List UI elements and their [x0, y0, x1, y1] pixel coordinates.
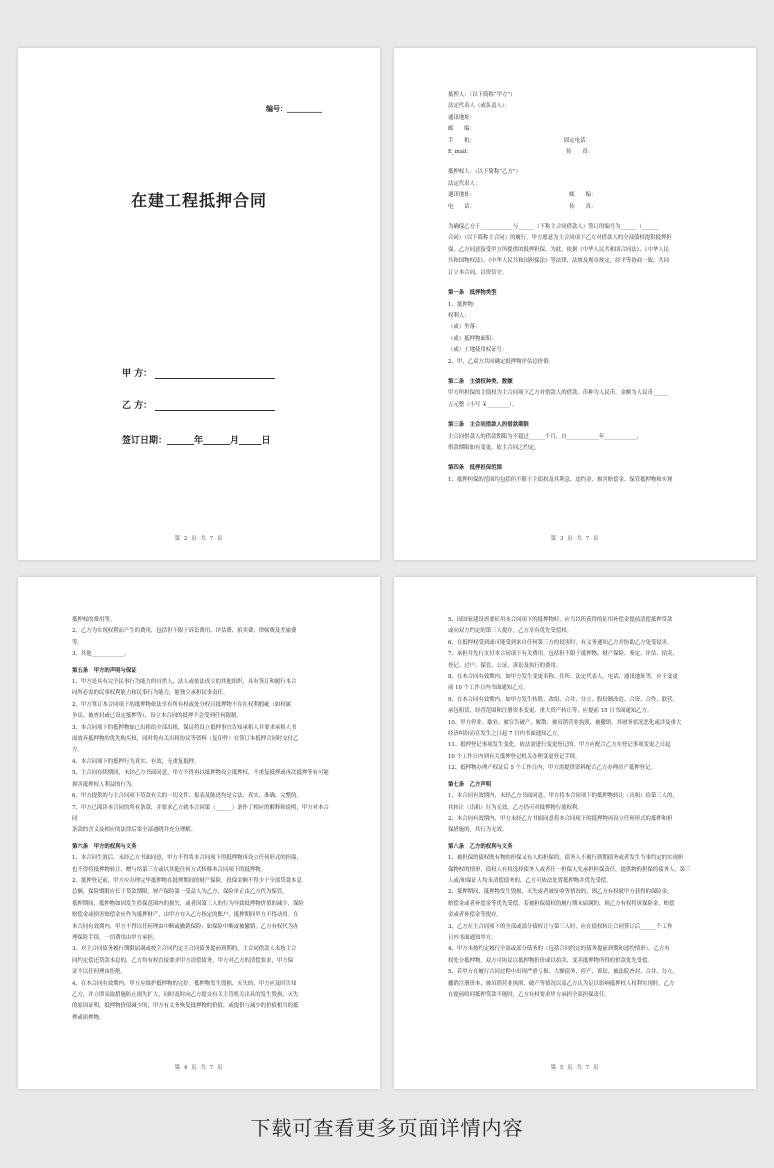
text-line: 权处分抵押物，双方可协议以抵押物折价或以拍卖、变卖抵押物所得的价款优先受偿。 — [448, 957, 653, 964]
text-line: 10 个工作日内到有关抵押登记机关办理变更登记手续。 — [448, 753, 581, 760]
text-line: 1、本合同生效后，未经乙方书面同意，甲方不得将本合同项下的抵押物再设立任何形式的担保， — [72, 855, 302, 862]
text-line: 总额，保险期限应长于贷款期限，财产保险第一受益人为乙方，保险单正由乙方代为保管。 — [72, 889, 288, 896]
text-line: 争议、被查封或已设定抵押等），设立本合同的抵押不会受到任何限制。 — [72, 713, 242, 720]
text-line: 2、乙方为实现权利而产生的费用，包括但不限于诉讼费用、评估费、拍卖费、律师费及差旅费 — [72, 628, 297, 635]
text-line: 的原因证明。抵押物价值减少的，甲方有义务恢复抵押物的价值，或提供与减少的价值相当的抵 — [72, 1003, 299, 1010]
page-footer: 第 2 页 共 7 页 — [174, 536, 224, 542]
text-line: 2、甲、乙双方共同确定抵押物评估总价值： — [448, 358, 554, 365]
text-line: 3、本合同项下的抵押物如已出租给全部出租，保证将设立抵押事宜告知承租人并要求承租人书 — [72, 724, 297, 731]
text-line: 借款期限如有变更，依主合同之约定。 — [448, 444, 540, 451]
text-line: 其转让（出租）行为无效，乙方仍可对抵押物行使权利。 — [448, 804, 583, 811]
text-line: 9、在本合同有效期内，如甲方发生转股、改组、合并、分立、股份制改造、合资、合作、联营、 — [448, 696, 678, 703]
article-3-title: 第三条 主合同借款人的借款期限 — [448, 422, 529, 429]
text-line: 1、本合同有效期内，未经乙方书面同意，甲方将本合同项下的抵押物转让（出租）给第三人的， — [448, 793, 678, 800]
page-3-body — [448, 90, 706, 486]
download-more-caption[interactable]: 下载可查看更多页面详情内容 — [250, 1116, 524, 1140]
text-line: 2、抵押期间，抵押物发生毁损、灭失或者被征收等情况的，则乙方有权就甲方获得的保险金、 — [448, 889, 673, 896]
text-line: 或向双方约定的第三人提存。乙方享有优先受偿权。 — [448, 628, 572, 635]
article-2-title: 第二条 主债权种类、数额 — [448, 378, 513, 385]
page-4-body — [72, 615, 330, 1024]
page-footer: 第 4 页 共 7 页 — [174, 1065, 224, 1071]
article-1-title: 第一条 抵押物类型 — [448, 290, 497, 297]
text-line: 承包租赁、经营范围和注册资本变更、重大资产转让等，应提前 15 日书面通知乙方。 — [448, 708, 653, 715]
page-5-body — [448, 615, 706, 1001]
text-line: 也不得将抵押物转让、赠与给第三方或以其他任何方式转移本合同项下的抵押物。 — [72, 866, 267, 873]
text-line: 2、本合同有效期内，甲方未经乙方书面同意将本合同项下的抵押物再设立任何形式的抵押和担 — [448, 815, 673, 822]
text-line: 共和国物权法》、《中华人民共和国担保法》等法律、法规及规章规定，经平等协商一致，共同 — [448, 258, 670, 265]
text-line: 证不以任何理由拒绝。 — [72, 969, 126, 976]
party-a-label: 甲 方： — [122, 369, 153, 379]
text-line: 5、因国家建设需要征用本合同项下的抵押物时，应当以所获得的征用补偿金提前清偿抵押贷款 — [448, 617, 673, 623]
article-5-title: 第五条 甲方的声明与保证 — [72, 667, 137, 674]
article-8-title: 第八条 乙方的权利与义务 — [448, 843, 513, 850]
text-line: 通讯地址： — [448, 114, 475, 121]
text-line: 本合同有效期内，甲方不得以任何理由中断或撤销保险；如保险中断或被撤销，乙方有权代为办 — [72, 923, 299, 930]
text-line: 面放弃抵押物的优先购买权，同时将有关出租协议等资料（复印件）在签订本抵押合同时交付乙 — [72, 736, 299, 743]
article-6-title: 第六条 甲方的权利与义务 — [72, 843, 137, 850]
party-b-info — [448, 167, 706, 213]
page-5 — [394, 577, 756, 1089]
text-line: 4、本合同项下的抵押行为真实、有效，无重复抵押。 — [72, 758, 200, 765]
text-line: 6、在抵押权受到或可能受到来自任何第三方的侵害时，有义务通知乙方并协助乙方免受侵害。 — [448, 639, 673, 646]
text-line: 撤销注册资本、被吊销营业执照、破产等情况以及乙方认为足以影响抵押权人权利实现时，乙方 — [448, 980, 675, 987]
page-2-cover — [18, 48, 380, 560]
text-line: 抵押人：（以下简称“甲方”） — [448, 92, 516, 98]
page-footer: 第 3 页 共 7 页 — [550, 536, 600, 542]
intro-paragraph — [448, 222, 706, 279]
text-line: 6、甲方提供的与主合同项下贷款有关的一切文件、报表及陈述均是合法、真实、准确、完整的。 — [72, 793, 302, 800]
text-line: 4、在本合同有效期内，甲方应维护抵押物的完好。抵押物发生毁损、灭失的，甲方应及时告知 — [72, 980, 297, 987]
text-line: 万元整（小写 ￥________）。 — [448, 401, 518, 408]
text-line: 保物权的情形，债权人有权选择债务人或者任一担保人先承担担保责任，提供物的担保的债务人、第三 — [448, 866, 691, 873]
text-line: 1、甲方是具有完全民事行为能力的自然人、法人或依法成立的其他组织，具有签订和履行本合 — [72, 679, 297, 686]
text-line: 同所必需的民事权利能力和民事行为能力，能独立承担民事责任。 — [72, 690, 229, 697]
text-line: 10、甲方停业、歇业、被宣告破产、解散、被吊销营业执照、被撤销，其财务状况恶化或涉及重大 — [448, 719, 682, 726]
party-b-label: 乙 方： — [122, 401, 153, 411]
text-line: 在提前收回抵押贷款不能时，乙方有权要求甲方承担全部担保责任。 — [448, 992, 610, 998]
text-line: 押或质押物。 — [72, 1014, 105, 1021]
text-line: 前 10 个工作日内书面通知乙方。 — [448, 685, 529, 692]
text-line: 金或者补偿金等提存。 — [448, 912, 502, 919]
contract-number-label: 编号：__________ — [266, 104, 322, 113]
article-7-title: 第七条 乙方声明 — [448, 781, 492, 788]
text-line: 1、抵押物： — [448, 301, 479, 308]
text-line: （或）坐落： — [448, 324, 481, 331]
text-line: 主合同借款人的借款期限为不超过______个月，自____________年____________， — [448, 433, 643, 440]
text-line: 2、抵押登记前，甲方应办理完毕抵押物在抵押期间的财产保险，投保金额不得少于全部贷款本息 — [72, 877, 302, 884]
text-line: 通讯地址： 邮 编： — [448, 192, 597, 199]
text-line: 赔偿金或者补偿金等优先受偿。若被担保债权的履行期未届满的，则乙方有权将该保险金、赔偿 — [448, 900, 675, 907]
text-line: 3、乙方在主合同项下的全部或部分债权让与第三人时，应在债权转让合同签订后______个工作 — [448, 923, 673, 930]
text-line: 5、若甲方在履行合同过程中出现严重亏损、大额债务、停产、诉讼、被法院查封、合并、分立、 — [448, 969, 678, 976]
text-line: 乙方，并立即采取措施防止损失扩大，同时及时向乙方提交有关主管机关出具的发生毁损、灭失 — [72, 992, 299, 998]
text-line: 5、主合同存续期间，未经乙方书面同意，甲方不得再以抵押物设立抵押权，不重复抵押或再次抵押等有可能 — [72, 770, 329, 777]
text-line: 1、被担保的债权既有物的担保又有人的担保的，债务人不履行到期债务或者发生当事约定的实现担 — [448, 855, 684, 862]
party-a-info — [448, 90, 706, 158]
text-line: 法定代表人： — [448, 180, 481, 187]
text-line: 7、甲方已阅读本合同的所有条款，并要求乙方就本合同第（______）条作了相应的解释和说明，甲方对本合同 — [72, 804, 329, 822]
text-line: E_mail： 传 真： — [448, 149, 594, 156]
page-4 — [18, 577, 380, 1089]
text-line: 等。 — [72, 639, 83, 646]
document-title: 在建工程抵押合同 — [130, 191, 267, 210]
text-line: 4、甲方未按约定履行全部或部分债务的（包括合同约定的债务提前到期和违约情形），乙方有 — [448, 946, 670, 953]
text-line: 2、甲方签订本合同项下的抵押物依法享有所有权或处分权且抵押物不存在权利瑕疵（如权属 — [72, 701, 292, 708]
party-a-blank — [155, 378, 275, 379]
party-b-blank — [155, 410, 275, 411]
text-line: 抵押权人：（以下简称“乙方”） — [448, 169, 521, 176]
text-line: 法定代表人（或负责人）： — [448, 103, 510, 110]
article-4-title: 第四条 抵押担保范围 — [448, 465, 502, 472]
text-line: 经济纠纷而在发生之日起 7 日内书面通知乙方。 — [448, 731, 563, 738]
text-line: 同约定偿还贷款本息的，乙方均有权直接要求甲方清偿债务，甲方对乙方的清偿要求，甲方保 — [72, 957, 294, 964]
text-line: 登记、过户、保管、公证、诉讼及执行的费用。 — [448, 662, 562, 669]
text-line: 保措施的，其行为无效。 — [448, 827, 508, 834]
sign-date: 签订日期：______年______月_____日 — [122, 436, 271, 446]
text-line: 方。 — [72, 747, 83, 754]
text-line: 人或/和保证人均未清偿债务的，乙方可依法处置抵押物并优先受偿。 — [448, 877, 612, 884]
text-line: 电 话： 传 真： — [448, 203, 597, 210]
text-line: （或）抵押物面积： — [448, 335, 497, 342]
text-line: 7、承担并先行支付本合同项下有关费用，包括但不限于抵押物、财产保险、鉴定、评估、拍卖、 — [448, 651, 678, 658]
text-line: 3、对主合同债务履行期限届满或按主合同约定主合同债务提前到期的，主合同借款人未按主合 — [72, 946, 297, 953]
text-line: 条款的含义及相应的法律后果全部通晓并充分理解。 — [72, 827, 196, 834]
text-line: 12、抵押物办理产权证后 5 个工作日内，甲方需提供资料配合乙方办理房产抵押登记。 — [448, 765, 656, 772]
text-line: 3、其他____________。 — [72, 651, 130, 658]
text-line: 1、抵押担保的范围均包括但不限于主债权及其利息、违约金、损害赔偿金、保管抵押物和实现 — [448, 476, 673, 483]
page-3 — [394, 48, 756, 560]
text-line: 赔偿金或损害赔偿金应作为抵押财产，由甲方存入乙方指定的账户，抵押期间甲方不得动用。在 — [72, 912, 299, 919]
text-line: 抵押权的费用等。 — [72, 617, 116, 623]
text-line: 11、抵押登记事项发生变化，依法需进行变更登记的，甲方应配合乙方在登记事项变更之日起 — [448, 742, 671, 749]
page-footer: 第 5 页 共 7 页 — [550, 1065, 600, 1071]
text-line: 邮 编： — [448, 126, 475, 133]
text-line: 损害抵押权人利益的行为。 — [72, 781, 137, 788]
text-line: 甲方所担保的主债权为主合同项下乙方对借款人的借款，币种为人民币，金额为人民币______ — [448, 390, 670, 397]
text-line: 订立本合同，以资信守。 — [448, 269, 508, 276]
party-a-line — [122, 366, 275, 379]
text-line: 理保险手续，一切费用由甲方承担。 — [72, 934, 159, 941]
text-line: 合同）（以下简称主合同）的履行，甲方愿意为主合同项下乙方对借款人的全部债权提供抵押担 — [448, 235, 672, 242]
text-line: 8、在本合同有效期内，如甲方发生变更名称、住所、法定代表人、电话、通讯地址等，应于变更 — [448, 674, 678, 681]
text-line: （或）土地使用权证号： — [448, 347, 508, 354]
party-b-line — [122, 398, 275, 411]
text-line: 为确保乙方于____________与______（下称主合同借款人）签订的编号为______（______ — [448, 224, 659, 231]
text-line: 权利人： — [448, 312, 470, 319]
text-line: 日内书面通知甲方。 — [448, 934, 497, 941]
text-line: 保，乙方同意接受甲方所提供的抵押担保。为此，依据《中华人民共和国合同法》、《中华人民 — [448, 246, 670, 253]
text-line: 手 机： 固定电话： — [448, 137, 591, 144]
text-line: 抵押期间，抵押物如因发生投保范围内的损失，或者因第三人的行为导致抵押物价值的减少，保险 — [72, 900, 304, 907]
